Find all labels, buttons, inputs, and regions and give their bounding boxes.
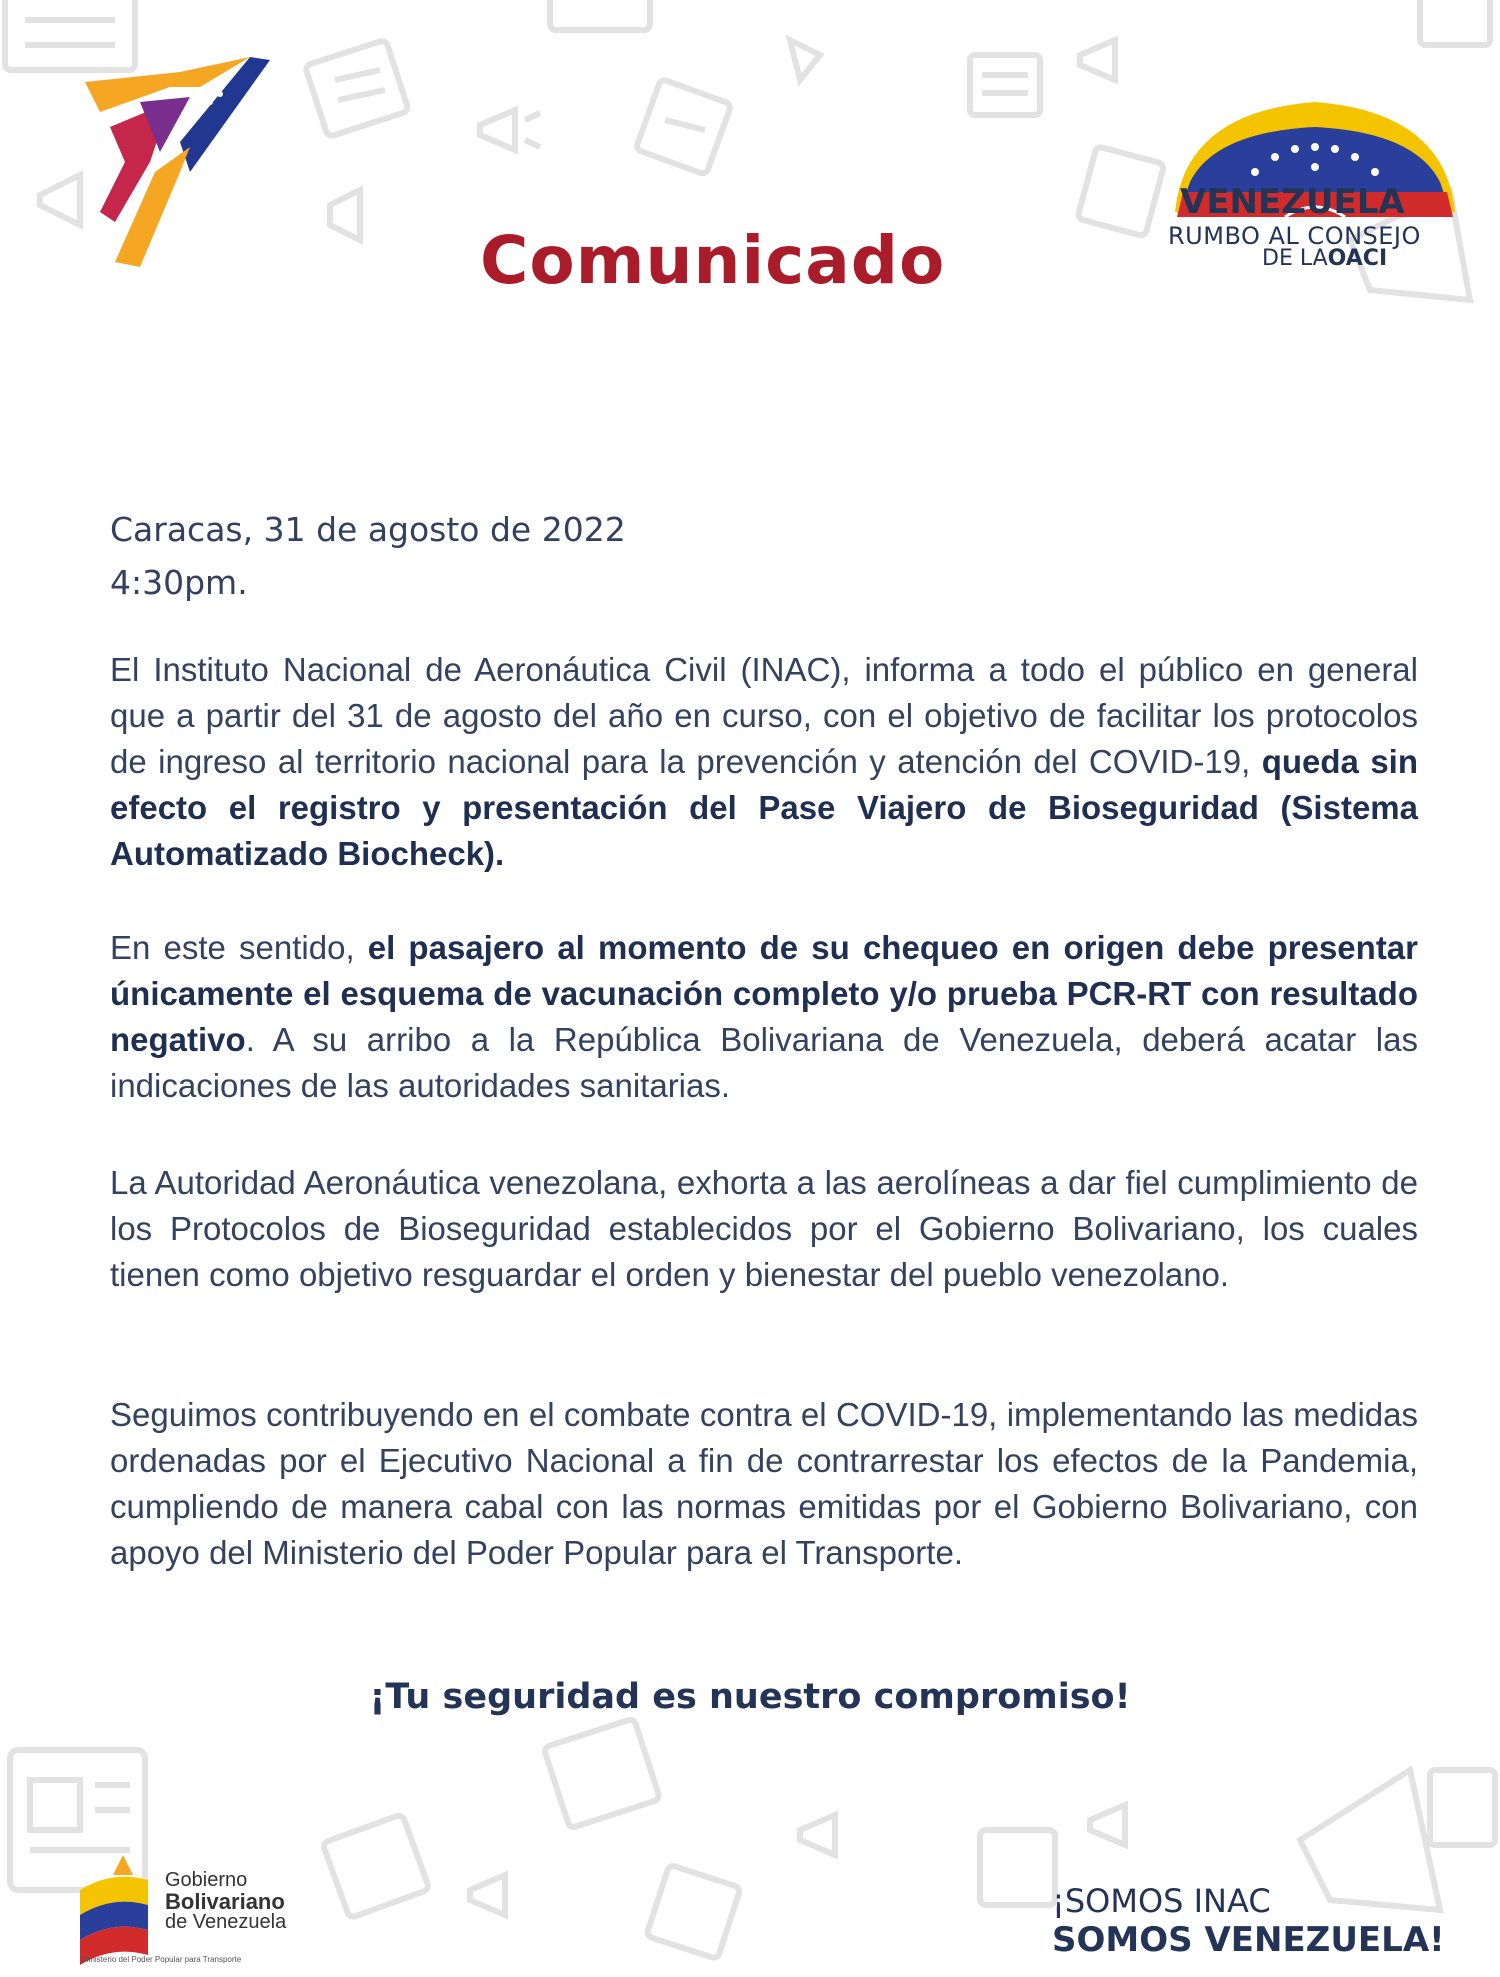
logo-title: VENEZUELA	[1180, 182, 1405, 222]
newspaper-icon	[640, 1860, 750, 1970]
paragraph-4: Seguimos contribuyendo en el combate contra el COVID-19, implementando las medidas ordenadas por el Ejecutivo Nacional a fin de contrarrestar los efectos de la Pandemia, cumpliendo de manera cabal con las normas emitidas por el Gobierno Bolivariano, con apoyo del Ministerio del Poder Popular para el Transporte.	[110, 1396, 1418, 1571]
megaphone-icon	[1080, 1790, 1160, 1870]
time: 4:30pm.	[110, 563, 248, 602]
place-date: Caracas, 31 de agosto de 2022	[110, 510, 626, 549]
newspaper-icon	[300, 35, 420, 145]
logo-subtitle: RUMBO AL CONSEJO	[1168, 222, 1421, 250]
paragraph-2: En este sentido, el pasajero al momento de su chequeo en origen debe presentar únicamente el esquema de vacunación completo y/o prueba PCR-RT con resultado negativo. A su arribo a la República Bolivariana de Venezuela, deberá acatar las indicaciones de las autoridades sanitarias.	[110, 929, 1418, 1104]
slogan: ¡Tu seguridad es nuestro compromiso!	[369, 1677, 1131, 1717]
page-title: Comunicado	[480, 222, 946, 299]
megaphone-icon	[1270, 1740, 1470, 1940]
newspaper-icon	[540, 0, 660, 40]
megaphone-icon	[790, 1800, 870, 1880]
newspaper-icon	[1410, 0, 1500, 60]
logo-subtitle-2: DE LAOACI	[1262, 246, 1388, 271]
newspaper-icon	[1070, 140, 1180, 250]
gobierno-text: Gobierno Bolivariano de Venezuela	[165, 1869, 287, 1933]
newspaper-icon	[540, 1715, 670, 1835]
somos-inac: ¡SOMOS INAC	[1052, 1882, 1271, 1920]
megaphone-icon	[320, 180, 390, 250]
newspaper-icon	[630, 75, 740, 185]
ministerio-small-text: Ministerio del Poder Popular para Transporte	[82, 1955, 242, 1964]
megaphone-icon	[780, 20, 850, 90]
megaphone-icon	[1070, 25, 1150, 95]
paragraph-1: El Instituto Nacional de Aeronáutica Civil (INAC), informa a todo el público en general que a partir del 31 de agosto del año en curso, con el objetivo de facilitar los protocolos de ingreso al territorio nacional para la prevención y atención del COVID-19, queda sin efecto el registro y presentación del Pase Viajero de Bioseguridad (Sistema Automatizado Biocheck).	[110, 651, 1419, 872]
newspaper-icon	[320, 1810, 440, 1930]
megaphone-icon	[470, 95, 550, 165]
seven-star-logo-icon	[80, 52, 280, 282]
paragraph-3: La Autoridad Aeronáutica venezolana, exhorta a las aerolíneas a dar fiel cumplimiento de los Protocolos de Bioseguridad establecidos por el Gobierno Bolivariano, los cuales tienen como objetivo resguardar el orden y bienestar del pueblo venezolano.	[110, 1164, 1418, 1293]
megaphone-icon	[460, 1860, 540, 1930]
somos-venezuela: SOMOS VENEZUELA!	[1052, 1920, 1445, 1960]
newspaper-icon	[960, 45, 1050, 125]
date-block	[110, 503, 626, 609]
